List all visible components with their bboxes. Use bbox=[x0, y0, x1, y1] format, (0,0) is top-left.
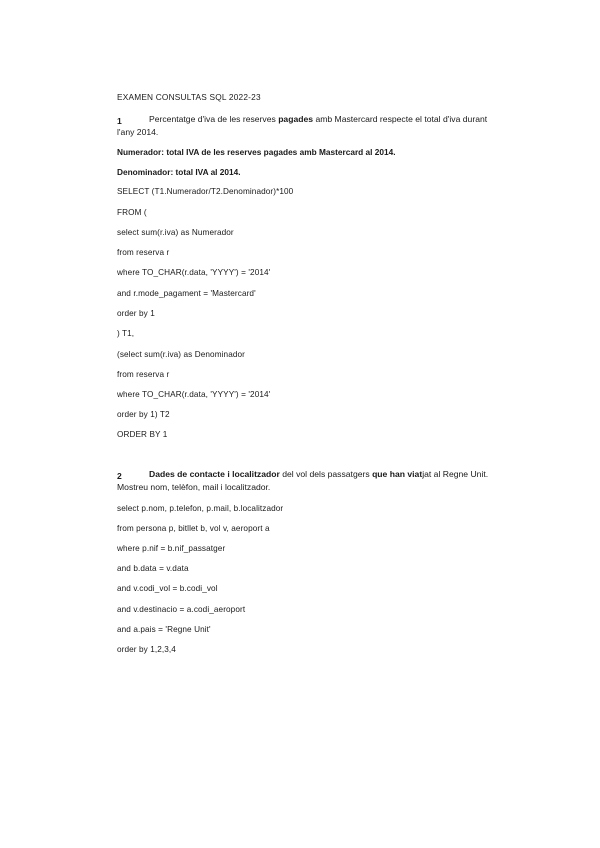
q1-code-line: from reserva r bbox=[117, 370, 170, 379]
q1-code-line: where TO_CHAR(r.data, 'YYYY') = '2014' bbox=[117, 268, 271, 277]
q2-code-line: where p.nif = b.nif_passatger bbox=[117, 544, 226, 553]
numerator-note: Numerador: total IVA de les reserves pagades amb Mastercard al 2014. bbox=[117, 147, 396, 157]
q2-code-line: and v.destinacio = a.codi_aeroport bbox=[117, 605, 246, 614]
q1-code-line: where TO_CHAR(r.data, 'YYYY') = '2014' bbox=[117, 390, 271, 399]
q2-code-line: and a.pais = 'Regne Unit' bbox=[117, 625, 211, 634]
q1-code-line: order by 1) T2 bbox=[117, 410, 170, 419]
question-2-text-c: que han viat bbox=[372, 469, 423, 479]
question-2-text-a: Dades de contacte i localitzador bbox=[149, 469, 280, 479]
q1-code-line: ) T1, bbox=[117, 329, 135, 338]
q1-code-line: (select sum(r.iva) as Denominador bbox=[117, 350, 245, 359]
q2-code-line: and v.codi_vol = b.codi_vol bbox=[117, 584, 218, 593]
q2-code-line: order by 1,2,3,4 bbox=[117, 645, 176, 654]
denominator-note: Denominador: total IVA al 2014. bbox=[117, 167, 241, 177]
question-2-text-d: jat al Regne Unit. Mostreu nom, telèfon, mail i localitzador. bbox=[117, 469, 489, 492]
question-2-text-b: del vol dels passatgers bbox=[279, 469, 373, 479]
q1-code-line: ORDER BY 1 bbox=[117, 430, 168, 439]
question-1-number: 1 bbox=[117, 116, 122, 126]
q2-code-line: and b.data = v.data bbox=[117, 564, 189, 573]
q1-code-line: and r.mode_pagament = 'Mastercard' bbox=[117, 289, 256, 298]
q2-code-line: from persona p, bitllet b, vol v, aeroport a bbox=[117, 524, 270, 533]
q1-code-line: SELECT (T1.Numerador/T2.Denominador)*100 bbox=[117, 187, 294, 196]
question-2-text bbox=[117, 468, 502, 494]
question-1-text-prefix: Percentatge d'iva de les reserves bbox=[149, 114, 279, 124]
question-1-text-suffix: amb Mastercard respecte el total d'iva durant l'any 2014. bbox=[117, 114, 488, 137]
question-2-number: 2 bbox=[117, 471, 122, 481]
q1-code-line: from reserva r bbox=[117, 248, 170, 257]
q2-code-line: select p.nom, p.telefon, p.mail, b.localitzador bbox=[117, 504, 284, 513]
q1-code-line: select sum(r.iva) as Numerador bbox=[117, 228, 234, 237]
q1-code-line: order by 1 bbox=[117, 309, 155, 318]
document-title: EXAMEN CONSULTAS SQL 2022-23 bbox=[117, 92, 261, 102]
q1-code-line: FROM ( bbox=[117, 208, 147, 217]
question-1-text bbox=[117, 113, 502, 139]
question-1-text-bold: pagades bbox=[278, 114, 314, 124]
